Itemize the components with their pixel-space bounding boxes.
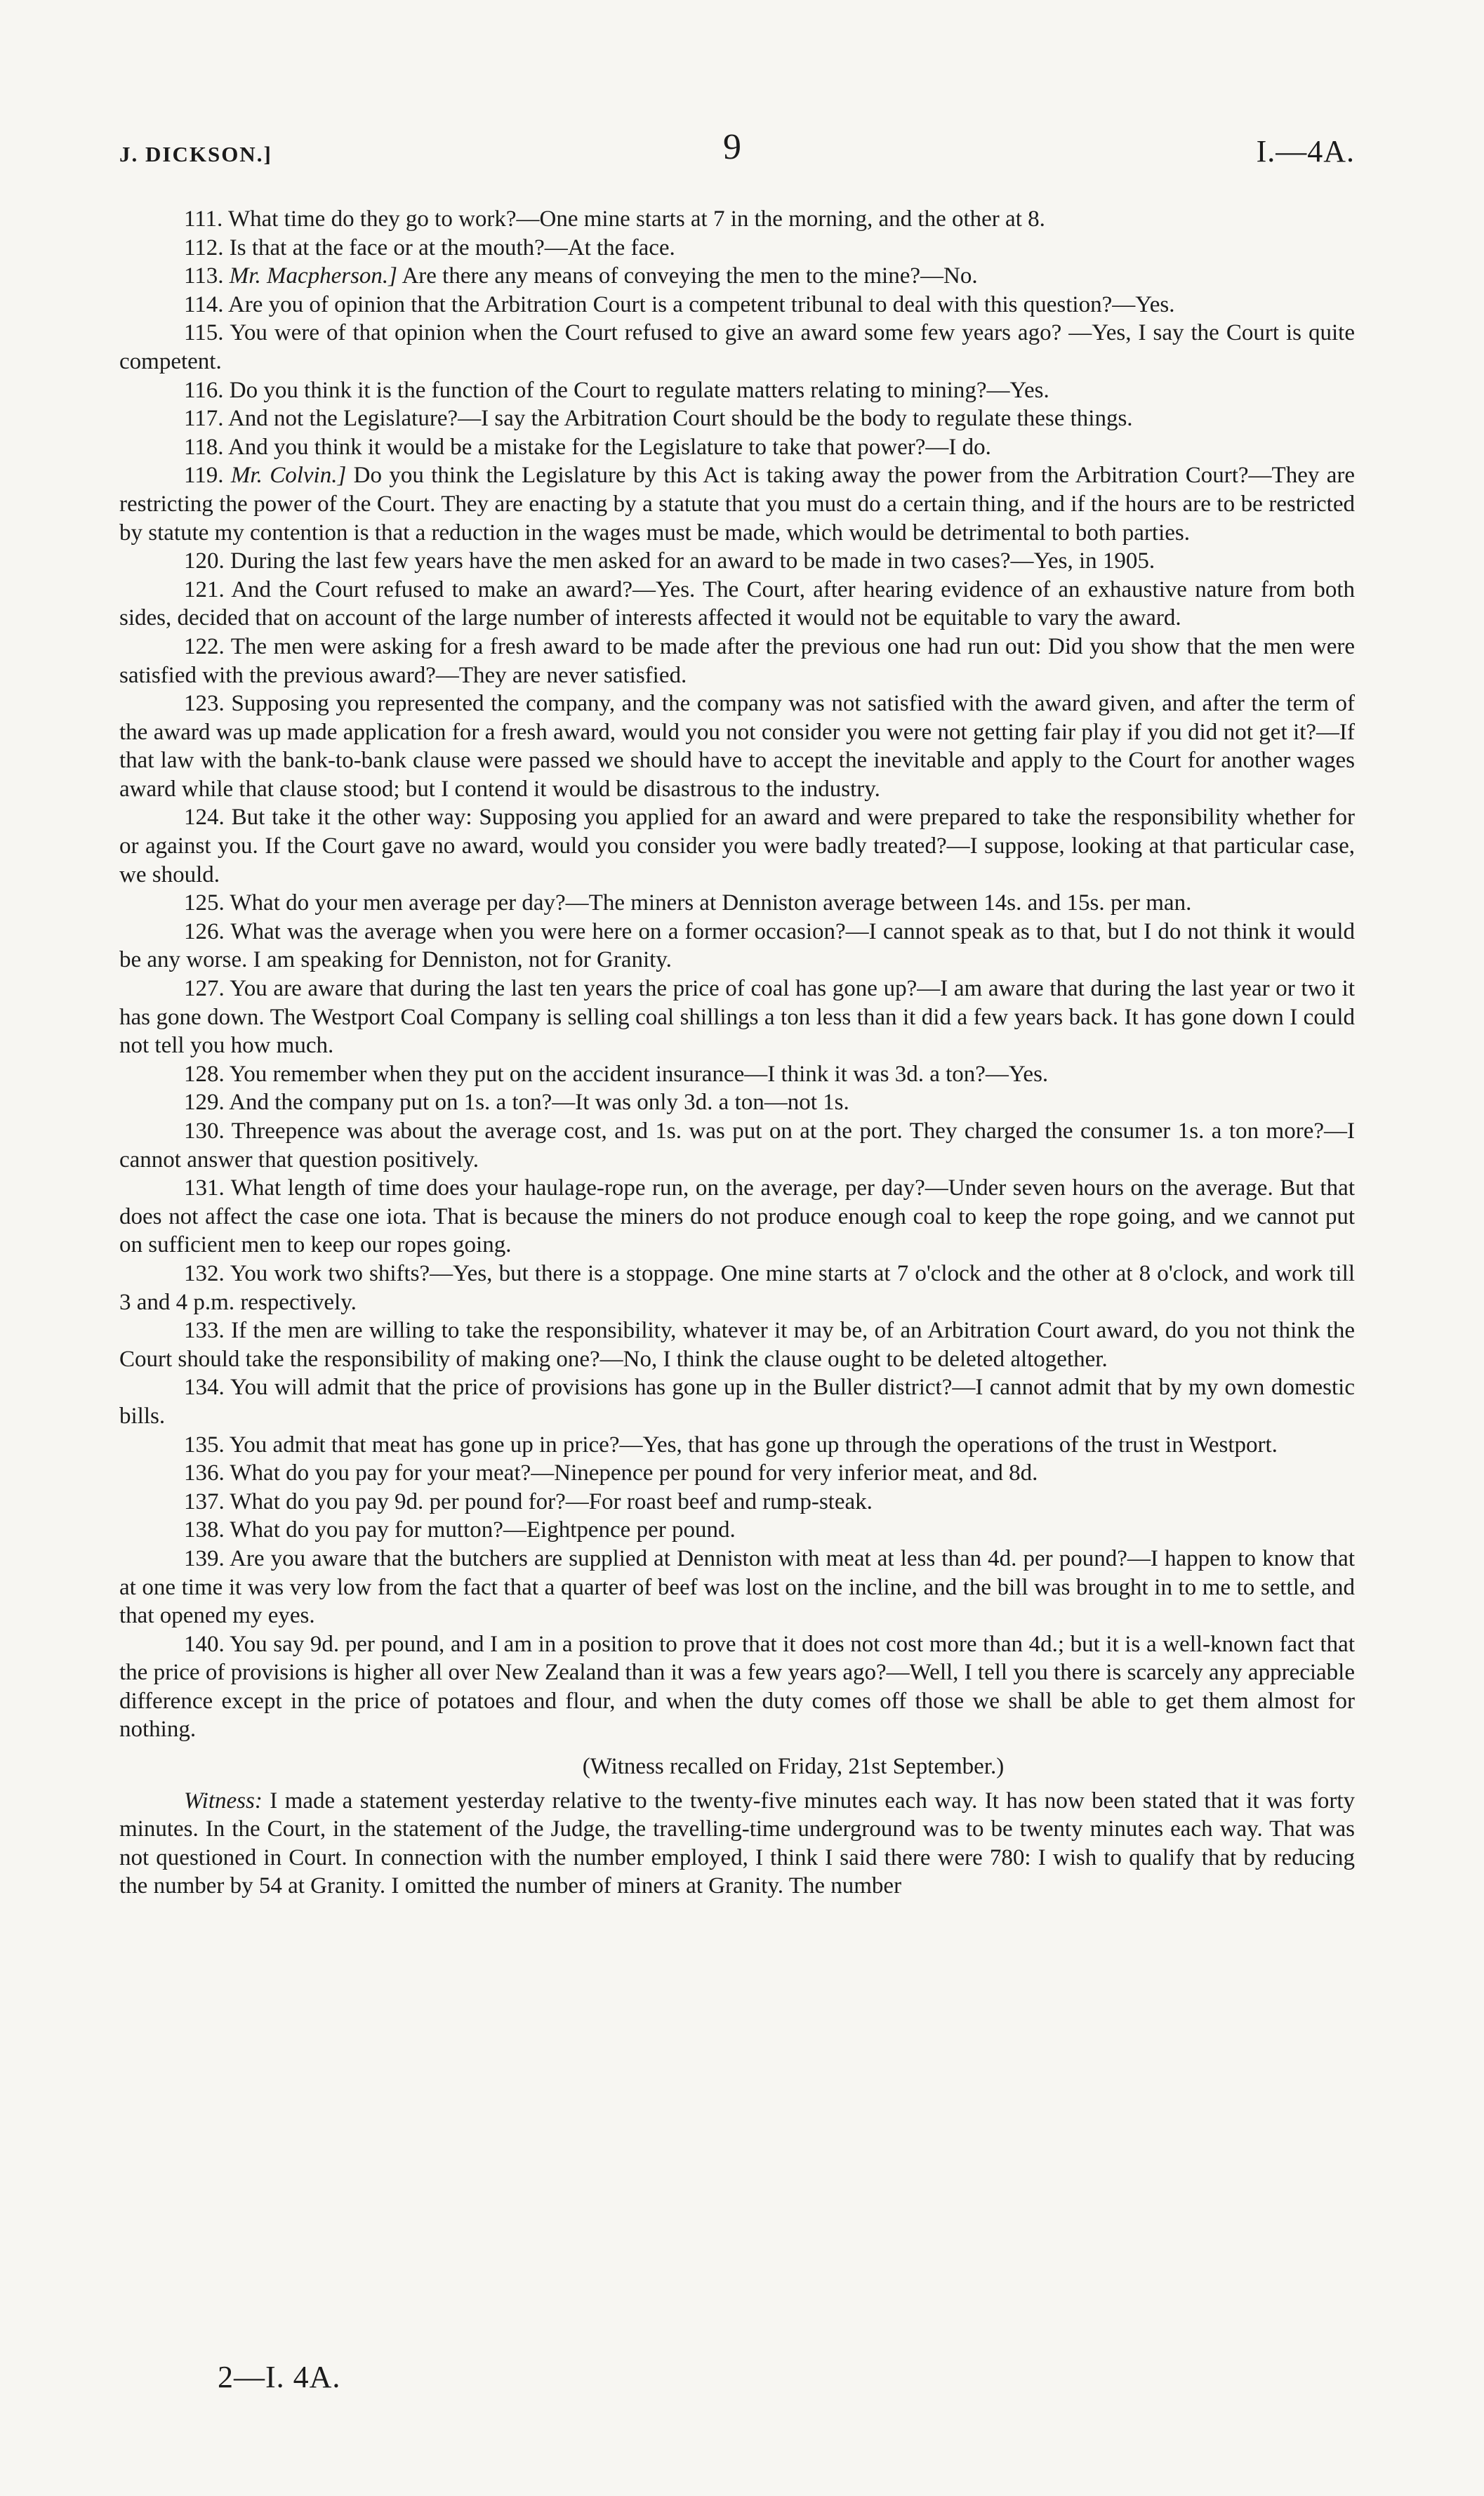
entry-number: 128. xyxy=(184,1061,225,1087)
entry-text: You say 9d. per pound, and I am in a position to prove that it does not cost more than 4d.; but it is a well-known fact that the price of provisions is higher all over New Zealand than it was a few years ago?—Well, I tell you there is scarcely any appreciable difference except in the price of potatoes and flour, and when the duty comes off those we shall be able to get them almost for nothing. xyxy=(119,1631,1356,1743)
testimony-entry xyxy=(119,1488,1355,1517)
entry-number: 115. xyxy=(184,320,224,346)
testimony-entry xyxy=(119,1545,1355,1630)
testimony-entry xyxy=(119,918,1355,975)
testimony-entry xyxy=(119,1174,1355,1260)
entry-number: 113. xyxy=(184,263,224,289)
entry-text: What do you pay 9d. per pound for?—For roast beef and rump-steak. xyxy=(230,1488,873,1514)
entry-text: Is that at the face or at the mouth?—At the face. xyxy=(229,235,675,260)
entry-speaker: Mr. Colvin.] xyxy=(230,463,347,489)
testimony-entry xyxy=(119,633,1355,689)
entry-number: 138. xyxy=(184,1517,225,1543)
entry-number: 121. xyxy=(184,576,225,602)
testimony-entry xyxy=(119,1373,1355,1430)
document-reference: I.—4A. xyxy=(1256,134,1355,169)
testimony-entry xyxy=(119,1117,1355,1174)
entry-number: 136. xyxy=(184,1460,225,1486)
entry-speaker: Mr. Macpherson.] xyxy=(229,263,398,289)
page-header xyxy=(119,126,1355,185)
entry-text: What was the average when you were here on a former occasion?—I cannot speak as to that, but I do not think it would be any worse. I am speaking for Denniston, not for Granity. xyxy=(119,918,1356,973)
entry-text: And not the Legislature?—I say the Arbitration Court should be the body to regulate these things. xyxy=(227,406,1133,432)
witness-label: Witness: xyxy=(184,1788,263,1814)
testimony-body xyxy=(119,205,1355,1744)
entry-number: 125. xyxy=(184,890,225,916)
entry-text: You remember when they put on the accident insurance—I think it was 3d. a ton?—Yes. xyxy=(229,1061,1049,1087)
testimony-entry xyxy=(119,689,1355,803)
signature-mark: 2—I. 4A. xyxy=(218,2360,341,2394)
testimony-entry xyxy=(119,1431,1355,1460)
entry-number: 111. xyxy=(184,206,223,232)
entry-number: 119. xyxy=(184,463,224,489)
testimony-entry xyxy=(119,1260,1355,1316)
entry-number: 137. xyxy=(184,1488,225,1514)
testimony-entry xyxy=(119,576,1355,633)
entry-text: And the company put on 1s. a ton?—It was only 3d. a ton—not 1s. xyxy=(229,1090,849,1116)
entry-text: Threepence was about the average cost, and 1s. was put on at the port. They charged the consumer 1s. a ton more?—I cannot answer that question positively. xyxy=(119,1118,1355,1173)
testimony-entry xyxy=(119,205,1355,234)
entry-text: You work two shifts?—Yes, but there is a stoppage. One mine starts at 7 o'clock and the other at 8 o'clock, and work till 3 and 4 p.m. respectively. xyxy=(119,1260,1355,1315)
testimony-entry xyxy=(119,547,1355,576)
testimony-entry xyxy=(119,376,1355,405)
entry-number: 132. xyxy=(184,1260,225,1286)
document-page xyxy=(119,126,1355,1901)
entry-number: 124. xyxy=(184,805,225,831)
entry-text: During the last few years have the men asked for an award to be made in two cases?—Yes, in 1905. xyxy=(230,548,1155,574)
testimony-entry xyxy=(119,1088,1355,1117)
entry-text: But take it the other way: Supposing you applied for an award and were prepared to take the responsibility whether for or against you. If the Court gave no award, would you consider you were badly treated?—I suppose, looking at that particular case, we should. xyxy=(119,805,1355,887)
entry-number: 130. xyxy=(184,1118,225,1144)
entry-text: Are there any means of conveying the men to the mine?—No. xyxy=(402,263,978,289)
entry-text: What do you pay for mutton?—Eightpence per pound. xyxy=(230,1517,736,1543)
entry-text: You will admit that the price of provisions has gone up in the Buller district?—I cannot admit that by my own domestic bills. xyxy=(119,1375,1355,1429)
testimony-entry xyxy=(119,803,1355,889)
entry-number: 116. xyxy=(184,377,224,403)
entry-number: 123. xyxy=(184,691,225,717)
testimony-entry xyxy=(119,461,1355,547)
testimony-entry xyxy=(119,262,1355,291)
witness-statement xyxy=(119,1787,1355,1901)
entry-number: 129. xyxy=(184,1090,225,1116)
entry-number: 122. xyxy=(184,633,225,659)
entry-number: 134. xyxy=(184,1375,225,1401)
testimony-entry xyxy=(119,404,1355,433)
testimony-entry xyxy=(119,433,1355,462)
witness-statement-text: I made a statement yesterday relative to the twenty-five minutes each way. It has now been stated that it was forty minutes. In the Court, in the statement of the Judge, the travelling-time underground was to be twenty minutes each way. That was not questioned in Court. In connection with the number employed, I think I said there were 780: I wish to qualify that by reducing the number by 54 at Granity. I omitted the number of miners at Granity. The number xyxy=(119,1788,1355,1899)
entry-text: Do you think it is the function of the Court to regulate matters relating to mining?—Yes. xyxy=(229,377,1049,403)
testimony-entry xyxy=(119,975,1355,1060)
entry-text: You are aware that during the last ten years the price of coal has gone up?—I am aware that during the last year or two it has gone down. The Westport Coal Company is selling coal shillings a ton less than it did a few years back. It has gone down I could not tell you how much. xyxy=(119,976,1355,1059)
testimony-entry xyxy=(119,234,1355,263)
testimony-entry xyxy=(119,889,1355,918)
testimony-entry xyxy=(119,291,1355,319)
entry-text: Supposing you represented the company, and the company was not satisfied with the award given, and after the term of the award was up made application for a fresh award, would you not consider you were not getting fair play if you did not get it?—If that law with the bank-to-bank clause were passed we should have to accept the inevitable and apply to the Court for another wages award while that clause stood; but I contend it would be disastrous to the industry. xyxy=(119,691,1356,802)
entry-text: Are you of opinion that the Arbitration Court is a competent tribunal to deal with this question?—Yes. xyxy=(227,291,1175,317)
entry-text: You were of that opinion when the Court refused to give an award some few years ago? —Yes, I say the Court is quite competent. xyxy=(119,320,1355,374)
entry-text: The men were asking for a fresh award to be made after the previous one had run out: Did you show that the men were satisfied with the previous award?—They are never satisfied. xyxy=(119,633,1356,688)
entry-text: And you think it would be a mistake for the Legislature to take that power?—I do. xyxy=(227,434,991,460)
entry-number: 117. xyxy=(184,406,224,432)
testimony-entry xyxy=(119,1316,1355,1373)
recall-note: (Witness recalled on Friday, 21st September.) xyxy=(582,1754,1005,1780)
entry-number: 127. xyxy=(184,976,225,1002)
page-number: 9 xyxy=(723,127,741,167)
entry-number: 118. xyxy=(184,434,224,460)
entry-number: 140. xyxy=(184,1631,225,1657)
entry-number: 112. xyxy=(184,235,224,260)
testimony-entry xyxy=(119,1060,1355,1089)
entry-number: 133. xyxy=(184,1318,225,1344)
testimony-entry xyxy=(119,1630,1355,1744)
entry-text: What do your men average per day?—The miners at Denniston average between 14s. and 15s. per man. xyxy=(230,890,1192,916)
entry-text: Are you aware that the butchers are supplied at Denniston with meat at less than 4d. per pound?—I happen to know that at one time it was very low from the fact that a quarter of beef was lost on the incline, and the bill was brought in to me to settle, and that opened my eyes. xyxy=(119,1545,1356,1629)
testimony-entry xyxy=(119,1459,1355,1488)
testimony-entry xyxy=(119,319,1355,376)
entry-number: 114. xyxy=(184,291,224,317)
entry-text: If the men are willing to take the responsibility, whatever it may be, of an Arbitration Court award, do you not think the Court should take the responsibility of making one?—No, I think the clause ought to be deleted altogether. xyxy=(119,1318,1355,1372)
entry-number: 135. xyxy=(184,1432,225,1458)
entry-number: 120. xyxy=(184,548,225,574)
entry-number: 139. xyxy=(184,1545,225,1571)
entry-number: 126. xyxy=(184,918,225,944)
entry-text: What time do they go to work?—One mine starts at 7 in the morning, and the other at 8. xyxy=(227,206,1045,232)
entry-text: Do you think the Legislature by this Act is taking away the power from the Arbitration Court?—They are restricting the power of the Court. They are enacting by a statute that you must do a certain thing, and if the hours are to be restricted by statute my contention is that a reduction in the wages must be made, which would be detrimental to both parties. xyxy=(119,463,1355,546)
entry-text: What length of time does your haulage-rope run, on the average, per day?—Under seven hours on the average. But that does not affect the case one iota. That is because the miners do not produce enough coal to keep the rope going, and we cannot put on sufficient men to keep our ropes going. xyxy=(119,1175,1355,1258)
entry-text: You admit that meat has gone up in price?—Yes, that has gone up through the operations of the trust in Westport. xyxy=(229,1432,1278,1458)
entry-number: 131. xyxy=(184,1175,225,1201)
entry-text: What do you pay for your meat?—Ninepence per pound for very inferior meat, and 8d. xyxy=(230,1460,1038,1486)
entry-text: And the Court refused to make an award?—Yes. The Court, after hearing evidence of an exhaustive nature from both sides, decided that on account of the large number of interests affected it would not be equitable to vary the award. xyxy=(119,576,1355,631)
witness-name: J. DICKSON.] xyxy=(119,142,272,166)
testimony-entry xyxy=(119,1516,1355,1545)
